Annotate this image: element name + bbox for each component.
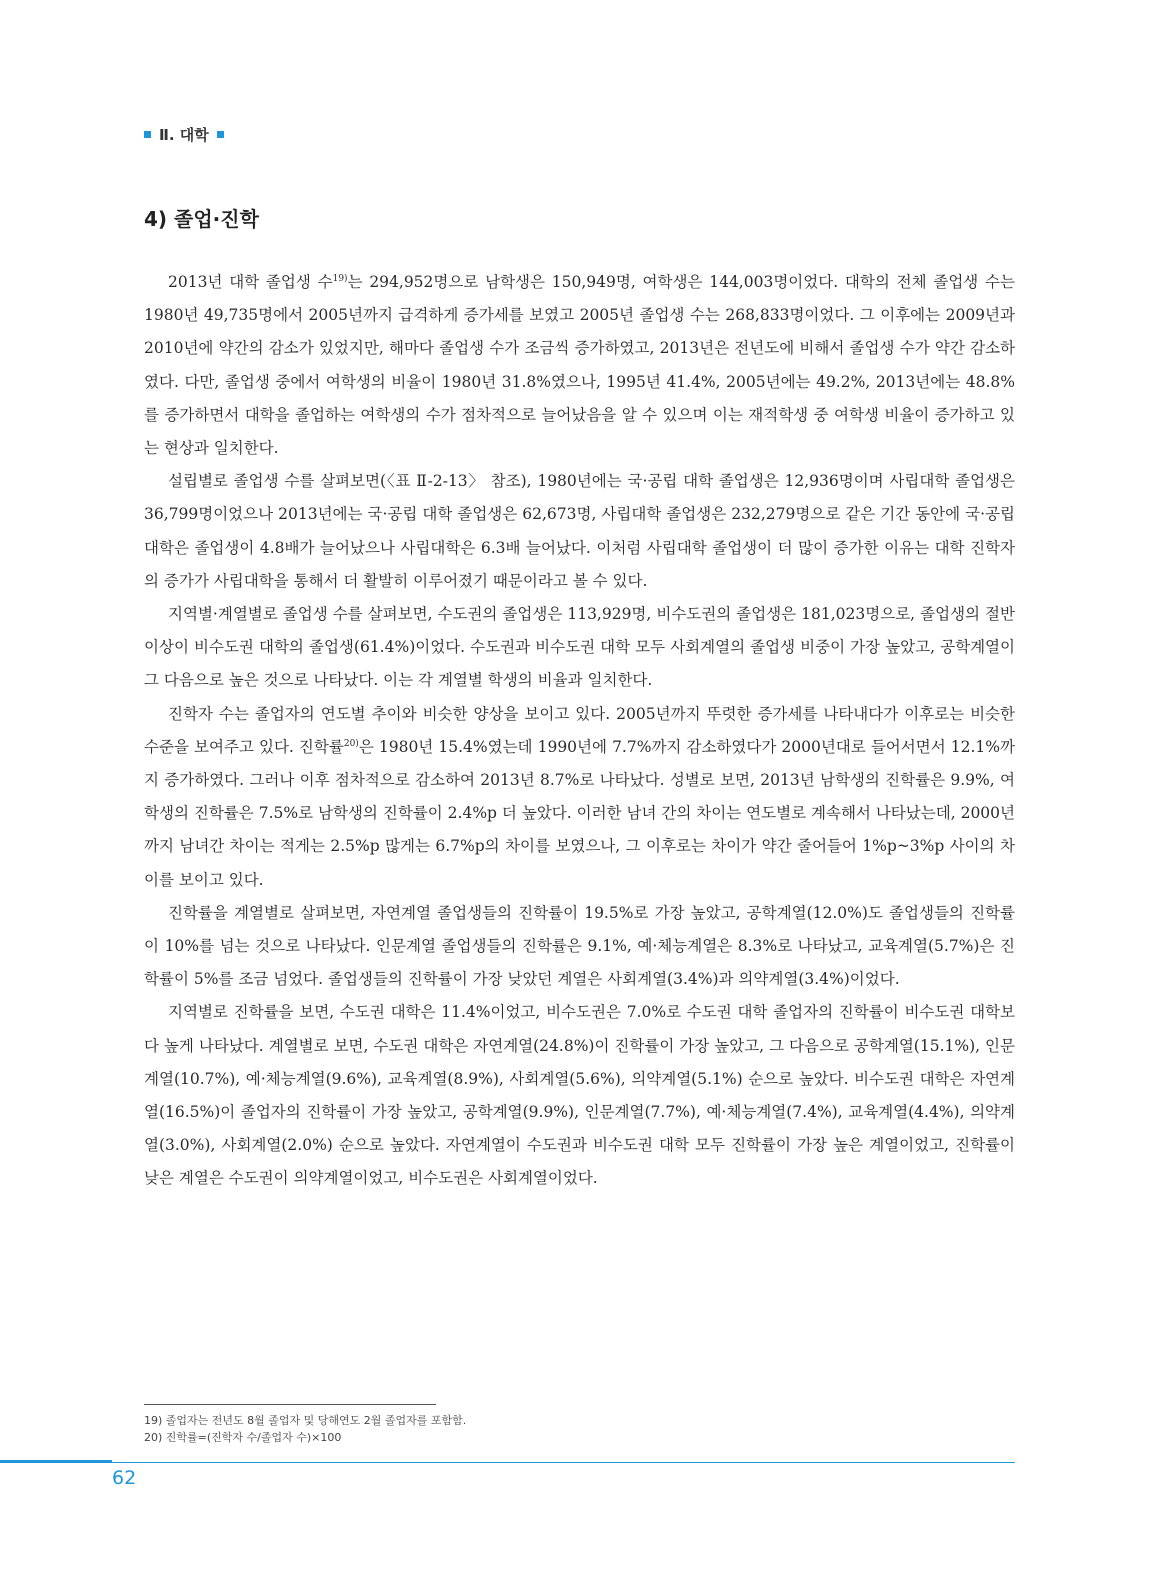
footnote-ref-20: 20) — [343, 738, 359, 749]
paragraph-3: 지역별·계열별로 졸업생 수를 살펴보면, 수도권의 졸업생은 113,929명, 비수도권의 졸업생은 181,023명으로, 졸업생의 절반 이상이 비수도권 대학의 졸업생(61.4%)이었다. 수도권과 비수도권 대학 모두 사회계열의 졸업생 비중이 가장 높았고, 공학계열이 그 다음으로 높은 것으로 나타났다. 이는 각 계열별 학생의 비율과 일치한다. — [144, 605, 1015, 690]
paragraph-1-text-a: 2013년 대학 졸업생 수 — [168, 273, 333, 291]
header-square-left — [144, 131, 151, 138]
paragraph-5: 진학률을 계열별로 살펴보면, 자연계열 졸업생들의 진학률이 19.5%로 가장 높았고, 공학계열(12.0%)도 졸업생들의 진학률이 10%를 넘는 것으로 나타났다. 인문계열 졸업생들의 진학률은 9.1%, 예·체능계열은 8.3%로 나타났고, 교육계열(5.7%)은 진학률이 5%를 조금 넘었다. 졸업생들의 진학률이 가장 낮았던 계열은 사회계열(3.4%)과 의약계열(3.4%)이었다. — [144, 903, 1015, 989]
footnote-ref-19: 19) — [332, 274, 348, 284]
running-header — [144, 124, 224, 144]
page-number: 62 — [112, 1467, 137, 1489]
paragraph-4-text-a: 진학자 수는 졸업자의 연도별 추이와 비슷한 양상을 보이고 있다. 2005년까지 뚜렷한 증가세를 나타내다가 이후로는 비슷한 수준을 보여주고 있다. 진학률 — [144, 704, 1015, 756]
footnote-rule — [144, 1404, 436, 1405]
paragraph-1-text-b: 는 294,952명으로 남학생은 150,949명, 여학생은 144,003명이었다. 대학의 전체 졸업생 수는 1980년 49,735명에서 2005년까지 급격하게 증가세를 보였고 2005년 졸업생 수는 268,833명이었다. 그 이후에는 2009년과 2010년에 약간의 감소가 있었지만, 해마다 졸업생 수가 조금씩 증가하였고, 2013년은 전년도에 비해서 졸업생 수가 약간 감소하였다. 다만, 졸업생 중에서 여학생의 비율이 1980년 31.8%였으나, 1995년 41.4%, 2005년에는 49.2%, 2013년에는 48.8%를 증가하면서 대학을 졸업하는 여학생의 수가 점차적으로 늘어났음을 알 수 있으며 이는 재적학생 중 여학생 비율이 증가하고 있는 현상과 일치한다. — [144, 273, 1015, 458]
footnote-19: 19) 졸업자는 전년도 8월 졸업자 및 당해연도 2월 졸업자를 포함함. — [144, 1414, 467, 1427]
header-square-right — [217, 131, 224, 138]
paragraph-2: 설립별로 졸업생 수를 살펴보면(〈표 Ⅱ-2-13〉 참조), 1980년에는 국·공립 대학 졸업생은 12,936명이며 사립대학 졸업생은 36,799명이었으나 2013년에는 국·공립 대학 졸업생은 62,673명, 사립대학 졸업생은 232,279명으로 같은 기간 동안에 국·공립 대학은 졸업생이 4.8배가 늘어났으나 사립대학은 6.3배 늘어났다. 이처럼 사립대학 졸업생이 더 많이 증가한 이유는 대학 진학자의 증가가 사립대학을 통해서 더 활발히 이루어졌기 때문이라고 볼 수 있다. — [144, 472, 1015, 590]
paragraph-4-text-b: 은 1980년 15.4%였는데 1990년에 7.7%까지 감소하였다가 2000년대로 들어서면서 12.1%까지 증가하였다. 그러나 이후 점차적으로 감소하여 2013년 8.7%로 나타났다. 성별로 보면, 2013년 남학생의 진학률은 9.9%, 여학생의 진학률은 7.5%로 남학생의 진학률이 2.4%p 더 높았다. 이러한 남녀 간의 차이는 연도별로 계속해서 나타났는데, 2000년까지 남녀간 차이는 적게는 2.5%p 많게는 6.7%p의 차이를 보였으나, 그 이후로는 차이가 약간 줄어들어 1%p~3%p 사이의 차이를 보이고 있다. — [144, 737, 1015, 889]
footnotes — [144, 1412, 466, 1446]
paragraph-1 — [144, 266, 1015, 465]
body-text — [144, 266, 1015, 1196]
paragraph-4 — [144, 698, 1015, 897]
footnote-20: 20) 진학률=(진학자 수/졸업자 수)×100 — [144, 1431, 342, 1444]
page-rule — [0, 1462, 1015, 1463]
paragraph-6: 지역별로 진학률을 보면, 수도권 대학은 11.4%이었고, 비수도권은 7.0%로 수도권 대학 졸업자의 진학률이 비수도권 대학보다 높게 나타났다. 계열별로 보면, 수도권 대학은 자연계열(24.8%)이 진학률이 가장 높았고, 그 다음으로 공학계열(15.1%), 인문계열(10.7%), 예·체능계열(9.6%), 교육계열(8.9%), 사회계열(5.6%), 의약계열(5.1%) 순으로 높았다. 비수도권 대학은 자연계열(16.5%)이 졸업자의 진학률이 가장 높았고, 공학계열(9.9%), 인문계열(7.7%), 예·체능계열(7.4%), 교육계열(4.4%), 의약계열(3.0%), 사회계열(2.0%) 순으로 높았다. 자연계열이 수도권과 비수도권 대학 모두 진학률이 가장 높은 계열이었고, 진학률이 낮은 계열은 수도권이 의약계열이었고, 비수도권은 사회계열이었다. — [144, 1003, 1015, 1188]
section-title: 4) 졸업·진학 — [144, 207, 259, 231]
chapter-label: Ⅱ. 대학 — [159, 125, 209, 144]
